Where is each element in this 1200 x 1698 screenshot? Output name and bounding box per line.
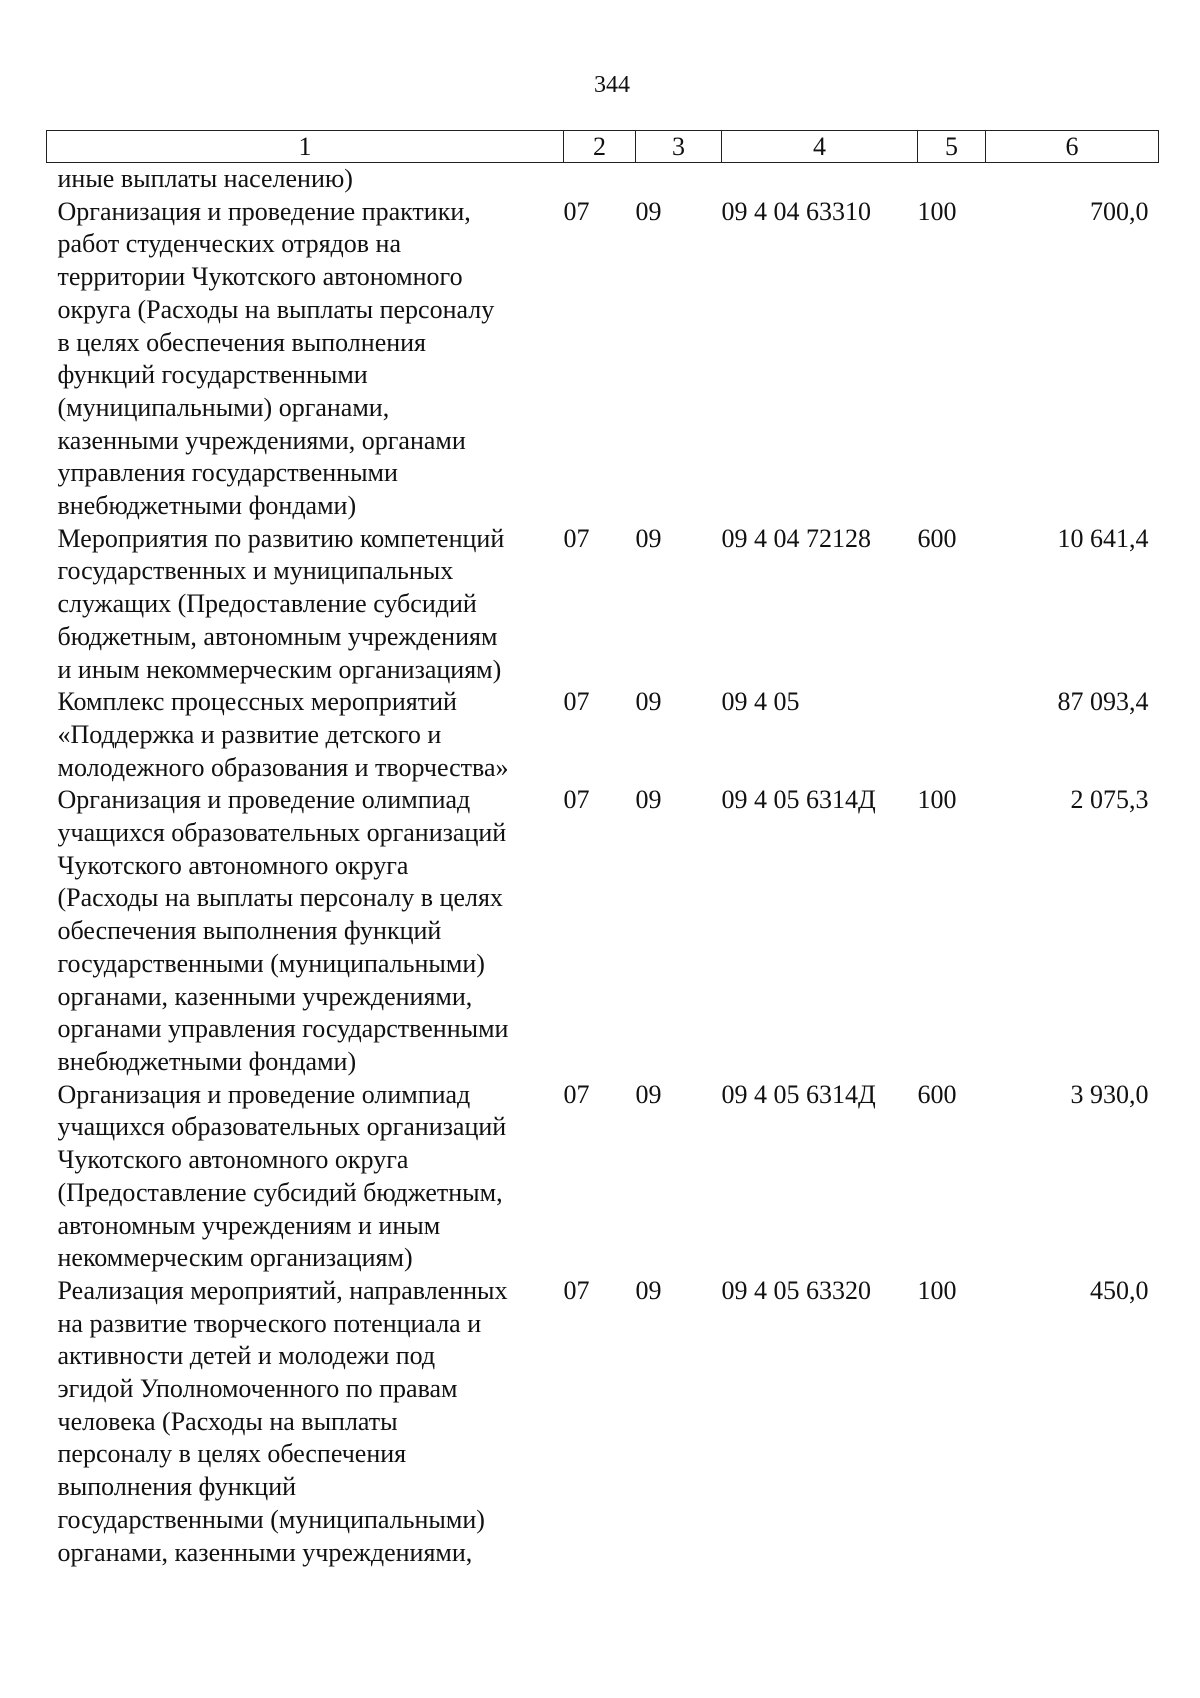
header-cell-amount: 6: [986, 131, 1159, 163]
row-description-line: (Предоставление субсидий бюджетным,: [57, 1177, 503, 1207]
row-subsection: 09: [635, 523, 662, 553]
row-description-line: персоналу в целях обеспечения: [57, 1439, 407, 1469]
row-description-line: эгидой Уполномоченного по правам: [57, 1374, 458, 1404]
row-description: [47, 1275, 564, 1569]
row-amount: 450,0: [1090, 1275, 1149, 1305]
row-description-line: органами управления государственными: [57, 1014, 509, 1044]
row-description-line: человека (Расходы на выплаты: [57, 1406, 398, 1436]
row-subsection: [636, 163, 722, 196]
row-expense-type: 100: [917, 196, 957, 226]
table-header: [47, 131, 1159, 163]
row-description-line: в целях обеспечения выполнения: [57, 327, 427, 357]
row-description-line: функций государственными: [57, 360, 368, 390]
row-description-line: Организация и проведение олимпиад: [57, 785, 471, 815]
page-number: 344: [594, 72, 630, 98]
row-section: 07: [563, 785, 590, 815]
header-cell-section: 2: [564, 131, 636, 163]
row-expense-type: 600: [917, 1079, 957, 1109]
row-description-line: казенными учреждениями, органами: [57, 425, 466, 455]
row-description-line: органами, казенными учреждениями,: [57, 981, 473, 1011]
row-description-line: активности детей и молодежи под: [57, 1341, 436, 1371]
row-description-line: служащих (Предоставление субсидий: [57, 589, 477, 619]
row-description-line: обеспечения выполнения функций: [57, 916, 442, 946]
row-expense-type: 100: [917, 1275, 957, 1305]
row-description-line: бюджетным, автономным учреждениям: [57, 621, 498, 651]
row-description-line: Чукотского автономного округа: [57, 850, 409, 880]
row-description-line: управления государственными: [57, 458, 398, 488]
row-amount: 10 641,4: [1057, 523, 1149, 553]
row-section: 07: [563, 1079, 590, 1109]
row-expense-type: [918, 686, 986, 784]
row-description-line: государственными (муниципальными): [57, 948, 485, 978]
row-description-line: Организация и проведение практики,: [57, 196, 471, 226]
row-description-line: (Расходы на выплаты персоналу в целях: [57, 883, 503, 913]
row-description: [47, 784, 564, 1078]
row-description-line: на развитие творческого потенциала и: [57, 1308, 482, 1338]
table-row: [47, 163, 1159, 196]
row-subsection: 09: [635, 785, 662, 815]
table-row: [47, 784, 1159, 1078]
row-subsection: 09: [635, 1275, 662, 1305]
row-description-line: автономным учреждениям и иным: [57, 1210, 441, 1240]
table-row: [47, 686, 1159, 784]
row-description-line: государственными (муниципальными): [57, 1504, 485, 1534]
row-description-line: Организация и проведение олимпиад: [57, 1079, 471, 1109]
row-description-line: органами, казенными учреждениями,: [57, 1537, 473, 1567]
row-description-line: (муниципальными) органами,: [57, 392, 390, 422]
table-row: [47, 1079, 1159, 1275]
row-amount: 3 930,0: [1070, 1079, 1149, 1109]
row-description: [47, 1079, 564, 1275]
row-description-line: иные выплаты населению): [57, 164, 353, 193]
row-description-line: округа (Расходы на выплаты персоналу: [57, 294, 495, 324]
row-description-line: государственных и муниципальных: [57, 556, 454, 586]
row-target-code: 09 4 05: [721, 687, 800, 717]
row-subsection: 09: [635, 687, 662, 717]
budget-table: [46, 130, 1159, 1569]
row-description-line: Чукотского автономного округа: [57, 1145, 409, 1175]
row-description-line: учащихся образовательных организаций: [57, 1112, 507, 1142]
row-description-line: внебюджетными фондами): [57, 1046, 357, 1076]
row-target-code: 09 4 05 63320: [721, 1275, 871, 1305]
header-cell-description: 1: [47, 131, 564, 163]
table-row: [47, 1275, 1159, 1569]
row-description: [47, 523, 564, 687]
table-row: [47, 196, 1159, 523]
row-target-code: 09 4 04 63310: [721, 196, 871, 226]
row-expense-type: [918, 163, 986, 196]
header-cell-expense-type: 5: [918, 131, 986, 163]
row-description-line: работ студенческих отрядов на: [57, 229, 401, 259]
row-target-code: 09 4 05 6314Д: [721, 1079, 876, 1109]
row-subsection: 09: [635, 1079, 662, 1109]
row-description-line: территории Чукотского автономного: [57, 262, 463, 292]
row-description-line: некоммерческим организациям): [57, 1243, 413, 1273]
header-cell-subsection: 3: [636, 131, 722, 163]
header-cell-target-code: 4: [722, 131, 918, 163]
row-target-code: 09 4 05 6314Д: [721, 785, 876, 815]
row-description-line: выполнения функций: [57, 1472, 297, 1502]
row-target-code: [722, 163, 918, 196]
row-description-line: внебюджетными фондами): [57, 491, 357, 521]
row-section: [564, 163, 636, 196]
row-section: 07: [563, 687, 590, 717]
row-description: [47, 163, 564, 196]
row-expense-type: 600: [917, 523, 957, 553]
row-description-line: Мероприятия по развитию компетенций: [57, 523, 505, 553]
row-description-line: молодежного образования и творчества»: [57, 752, 509, 782]
row-description-line: Реализация мероприятий, направленных: [57, 1275, 508, 1305]
row-description-line: «Поддержка и развитие детского и: [57, 719, 442, 749]
row-amount: 700,0: [1090, 196, 1149, 226]
row-target-code: 09 4 04 72128: [721, 523, 871, 553]
row-description: [47, 196, 564, 523]
row-description-line: и иным некоммерческим организациям): [57, 654, 502, 684]
table-body: [47, 163, 1159, 1570]
row-description-line: учащихся образовательных организаций: [57, 818, 507, 848]
row-section: 07: [563, 196, 590, 226]
row-amount: 87 093,4: [1057, 687, 1149, 717]
row-section: 07: [563, 523, 590, 553]
row-amount: 2 075,3: [1070, 785, 1149, 815]
row-description-line: Комплекс процессных мероприятий: [57, 687, 457, 717]
header-row: [47, 131, 1159, 163]
row-amount: [986, 163, 1159, 196]
row-expense-type: 100: [917, 785, 957, 815]
row-section: 07: [563, 1275, 590, 1305]
row-description: [47, 686, 564, 784]
table-row: [47, 523, 1159, 687]
row-subsection: 09: [635, 196, 662, 226]
